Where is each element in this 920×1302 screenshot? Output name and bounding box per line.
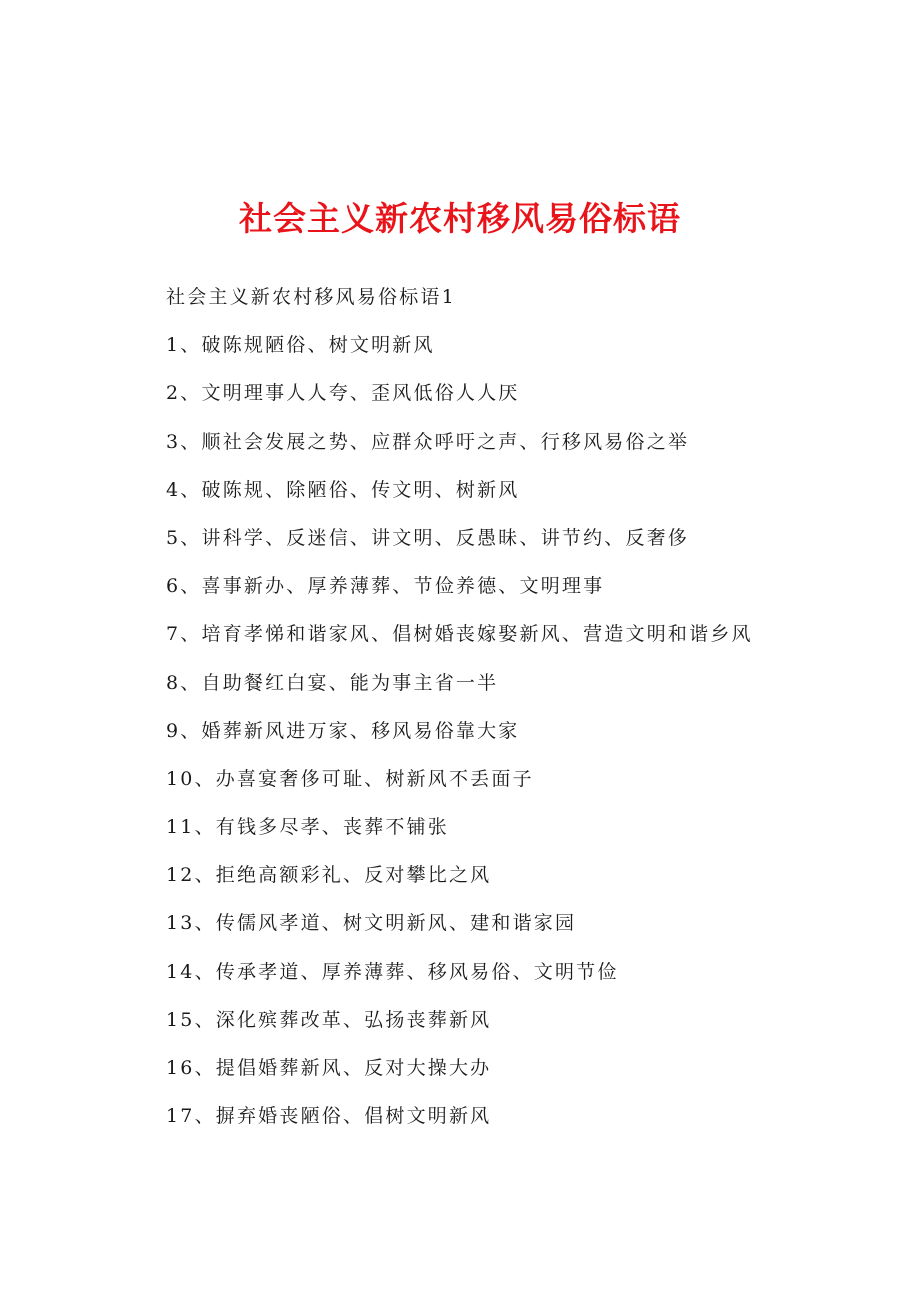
list-item: 11、有钱多尽孝、丧葬不铺张 <box>166 816 449 839</box>
section-heading: 社会主义新农村移风易俗标语1 <box>166 286 456 308</box>
list-item: 8、自助餐红白宴、能为事主省一半 <box>166 671 499 694</box>
slogan-list <box>166 284 886 1151</box>
list-item: 2、文明理事人人夸、歪风低俗人人厌 <box>166 382 520 405</box>
list-item: 9、婚葬新风进万家、移风易俗靠大家 <box>166 719 520 742</box>
list-item: 6、喜事新办、厚养薄葬、节俭养德、文明理事 <box>166 575 605 598</box>
list-item: 1、破陈规陋俗、树文明新风 <box>166 334 435 357</box>
list-item: 3、顺社会发展之势、应群众呼吁之声、行移风易俗之举 <box>166 430 690 453</box>
list-item: 13、传儒风孝道、树文明新风、建和谐家园 <box>166 912 577 935</box>
list-item: 15、深化殡葬改革、弘扬丧葬新风 <box>166 1008 492 1031</box>
list-item: 17、摒弃婚丧陋俗、倡树文明新风 <box>166 1105 492 1128</box>
list-item: 14、传承孝道、厚养薄葬、移风易俗、文明节俭 <box>166 960 619 983</box>
list-item: 16、提倡婚葬新风、反对大操大办 <box>166 1057 492 1079</box>
list-item: 5、讲科学、反迷信、讲文明、反愚昧、讲节约、反奢侈 <box>166 526 690 549</box>
list-item: 4、破陈规、除陋俗、传文明、树新风 <box>166 478 520 501</box>
document-title: 社会主义新农村移风易俗标语 <box>239 199 681 238</box>
list-item: 10、办喜宴奢侈可耻、树新风不丢面子 <box>166 767 534 790</box>
list-item: 7、培育孝悌和谐家风、倡树婚丧嫁娶新风、营造文明和谐乡风 <box>166 623 753 646</box>
list-item: 12、拒绝高额彩礼、反对攀比之风 <box>166 864 492 887</box>
